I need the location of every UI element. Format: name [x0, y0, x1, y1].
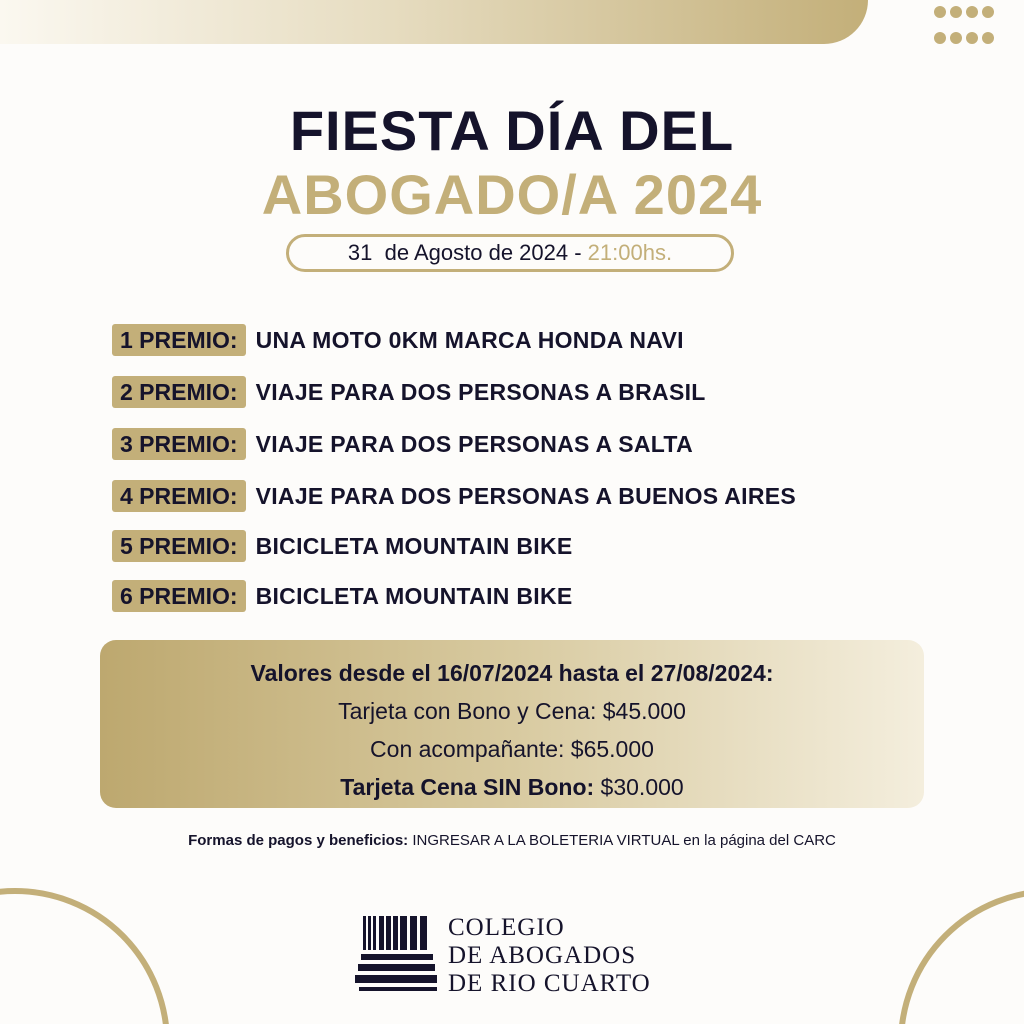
dot: [982, 6, 994, 18]
prize-row: [112, 580, 573, 612]
payment-label: Formas de pagos y beneficios:: [188, 832, 409, 849]
prize-badge: 2 PREMIO:: [112, 376, 246, 408]
prize-row: [112, 428, 693, 460]
prize-description: UNA MOTO 0KM MARCA HONDA NAVI: [255, 326, 684, 353]
price-line-sin-bono: [100, 768, 924, 806]
payment-text: INGRESAR A LA BOLETERIA VIRTUAL en la página del CARC: [408, 832, 836, 849]
prize-badge: 5 PREMIO:: [112, 530, 246, 562]
event-time: 21:00hs.: [587, 240, 673, 265]
dot-grid-decoration: [934, 6, 994, 48]
corner-arc-right: [898, 888, 1024, 1024]
dot: [982, 32, 994, 44]
price-value-sin-bono: $30.000: [594, 774, 684, 800]
event-date-pill: [286, 234, 734, 272]
top-decorative-band: [0, 0, 868, 44]
prize-description: VIAJE PARA DOS PERSONAS A BUENOS AIRES: [255, 482, 797, 509]
prize-badge: 6 PREMIO:: [112, 580, 246, 612]
price-line-companion: Con acompañante: $65.000: [370, 736, 654, 762]
payment-info: [0, 832, 1024, 849]
dot: [950, 6, 962, 18]
prize-description: BICICLETA MOUNTAIN BIKE: [255, 532, 573, 559]
prize-row: [112, 324, 684, 356]
prize-badge: 4 PREMIO:: [112, 480, 246, 512]
prize-badge: 3 PREMIO:: [112, 428, 246, 460]
prize-row: [112, 376, 706, 408]
title-line-1: FIESTA DÍA DEL: [289, 99, 735, 162]
prize-description: VIAJE PARA DOS PERSONAS A SALTA: [255, 430, 693, 457]
title-line-2: ABOGADO/A 2024: [261, 163, 763, 226]
prize-description: BICICLETA MOUNTAIN BIKE: [255, 582, 573, 609]
logo-wordmark: [448, 914, 651, 998]
corner-arc-left: [0, 888, 170, 1024]
dot: [966, 32, 978, 44]
prize-badge: 1 PREMIO:: [112, 324, 246, 356]
logo-line-1: COLEGIO: [448, 914, 565, 941]
price-label-sin-bono: Tarjeta Cena SIN Bono:: [340, 774, 595, 800]
price-line-bono-cena: Tarjeta con Bono y Cena: $45.000: [338, 698, 686, 724]
dot: [950, 32, 962, 44]
prices-heading: Valores desde el 16/07/2024 hasta el 27/08/2024:: [250, 660, 774, 686]
prices-box: [100, 640, 924, 808]
logo-line-3: DE RIO CUARTO: [448, 970, 651, 997]
dot: [934, 32, 946, 44]
prize-row: [112, 530, 573, 562]
event-date: 31 de Agosto de 2024 -: [347, 240, 588, 265]
dot: [966, 6, 978, 18]
logo-line-2: DE ABOGADOS: [448, 942, 637, 969]
dot: [934, 6, 946, 18]
prize-description: VIAJE PARA DOS PERSONAS A BRASIL: [255, 378, 706, 405]
columns-icon: [355, 912, 439, 998]
colegio-logo: [355, 912, 685, 1002]
prize-row: [112, 480, 796, 512]
